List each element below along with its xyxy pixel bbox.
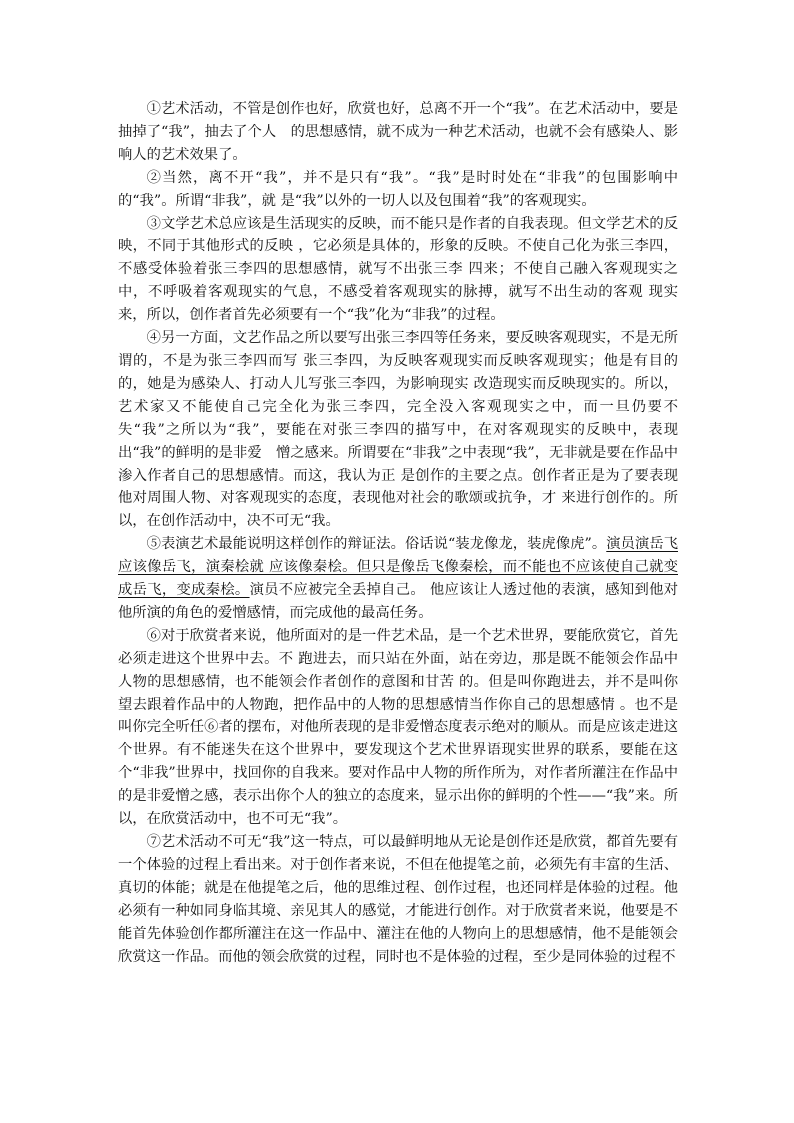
paragraph-3: ③文学艺术总应该是生活现实的反映，而不能只是作者的自我表现。但文学艺术的反映，不同于其他形式的反映 ，它必须是具体的，形象的反映。不使自己化为张三李四，不感受体验着张三李四的思想感情，就写不出张三李 四来；不使自己融入客观现实之中，不呼吸着客观现实的气息，不感受着客观现实的脉搏，就写不出生动的客观 现实来，所以，创作者首先必须要有一个“我”化为“非我”的过程。 (118, 215, 678, 324)
paragraph-6: ⑥对于欣赏者来说，他所面对的是一件艺术品，是一个艺术世界，要能欣赏它，首先必须走进这个世界中去。不 跑进去，而只站在外面，站在旁边，那是既不能领会作品中人物的思想感情，也不能领会作者创作的意图和甘苦 的。但是叫你跑进去，并不是叫你望去跟着作品中的人物跑，把作品中的人物的思想感情当作你自己的思想感情 。也不是叫你完全听任⑥者的摆布，对他所表现的是非爱憎态度表示绝对的顺从。而是应该走进这个世界。有不能迷失在这个世界中，要发现这个艺术世界语现实世界的联系，要能在这个“非我”世界中，找回你的自我来。要对作品中人物的所作所为，对作者所灌注在作品中的是非爱憎之感，表示出你个人的独立的态度来，显示出你的鲜明的个性——“我”来。所以，在欣赏活动中，也不可无“我”。 (118, 627, 678, 828)
paragraph-1: ①艺术活动，不管是创作也好，欣赏也好，总离不开一个“我”。在艺术活动中，要是抽掉了“我”，抽去了个人 的思想感情，就不成为一种艺术活动，也就不会有感染人、影响人的艺术效果了。 (118, 101, 678, 163)
paragraph-2: ②当然，离不开“我”，并不是只有“我”。“我”是时时处在“非我”的包围影响中的“我”。所谓“非我”，就 是“我”以外的一切人以及包围着“我”的客观现实。 (118, 169, 678, 209)
paragraph-5-underlined-sentence: 演员演岳飞应该像岳飞，演秦桧就 应该像秦桧。但只是像岳飞像秦桧，而不能也不应该使自己就变成岳飞，变成秦桧。 (118, 536, 678, 599)
paragraph-5-tail: 演员不应被完全丢掉自己。 他应该让人透过他的表演，感知到他对他所演的角色的爱憎感情，而完成他的最高任务。 (118, 582, 679, 621)
paragraph-7: ⑦艺术活动不可无“我”这一特点，可以最鲜明地从无论是创作还是欣赏，都首先要有一个体验的过程上看出来。对于创作者来说，不但在他提笔之前，必须先有丰富的生活、真切的体能；就是在他提笔之后，他的思维过程、创作过程，也还同样是体验的过程。他必须有一种如同身临其境、亲见其人的感觉，才能进行创作。对于欣赏者来说，他要是不能首先体验创作都所灌注在这一作品中、灌注在他的人物向上的思想感情，他不是能领会欣赏这一作品。而他的领会欣赏的过程，同时也不是体验的过程，至少是同体验的过程不 (118, 834, 678, 965)
paragraph-5-lead: ⑤表演艺术最能说明这样创作的辩证法。俗话说“装龙像龙，装虎像虎”。 (146, 536, 607, 553)
paragraph-5 (118, 533, 678, 625)
document-body (118, 98, 678, 968)
paragraph-4: ④另一方面，文艺作品之所以要写出张三李四等任务来，要反映客观现实，不是无所谓的，不是为张三李四而写 张三李四，为反映客观现实而反映客观现实；他是有目的的，她是为感染人、打动人儿写张三李四，为影响现实 改造现实而反映现实的。所以，艺术家又不能使自己完全化为张三李四，完全没入客观现实之中，而一旦仍要不 失“我”之所以为“我”，要能在对张三李四的描写中，在对客观现实的反映中，表现出“我”的鲜明的是非爱 憎之感来。所谓要在“非我”之中表现“我”，无非就是要在作品中渗入作者自己的思想感情。而这，我认为正 是创作的主要之点。创作者正是为了要表现他对周围人物、对客观现实的态度，表现他对社会的歌颂或抗争，才 来进行创作的。所以，在创作活动中，决不可无“我。 (118, 330, 678, 530)
